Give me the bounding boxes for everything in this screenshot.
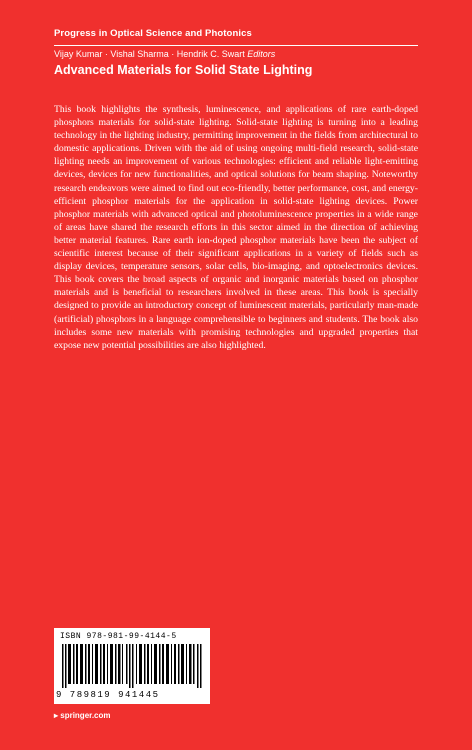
editors-line	[54, 49, 275, 59]
publisher-url: springer.com	[60, 711, 111, 720]
series-title: Progress in Optical Science and Photonics	[54, 28, 252, 39]
editors-names: Vijay Kumar · Vishal Sharma · Hendrik C. Swart	[54, 49, 245, 59]
chevron-right-icon: ▸	[54, 711, 61, 720]
isbn-label: ISBN 978-981-99-4144-5	[60, 632, 177, 641]
book-description: This book highlights the synthesis, luminescence, and applications of rare earth-doped phosphors materials for solid-state lighting. Solid-state lighting is turning into a leading technology in the lighting industry, permitting improvement in the fields from architectural to domestic applications. Driven with the aid of using ongoing multi-field research, solid-state lighting needs an improvement of various technologies: efficient and reliable light-emitting devices, devices for new functionalities, and optical solutions for beam shaping. Noteworthy research endeavors were aimed to find out eco-friendly, better performance, cost, and energy-efficient phosphor materials for the application in solid-state lighting devices. Power phosphor materials with advanced optical and photoluminescence properties in a wide range of areas have shared the research efforts in this sector aimed in the direction of achieving better material features. Rare earth ion-doped phosphor materials have been the subject of scientific interest because of their significant applications in a variety of fields such as display devices, temperature sensors, solar cells, bio-imaging, and optoelectronics devices. This book covers the broad aspects of organic and inorganic materials based on phosphor materials and is beneficial to researchers involved in these areas. This book is specially designed to provide an introductory concept of luminescent materials, particularly man-made (artificial) phosphors in a language comprehensible to beginners and students. The book also includes some new materials with promising technologies and upgraded properties that expose new potential possibilities are also highlighted.	[54, 104, 418, 351]
editors-label: Editors	[247, 49, 276, 59]
barcode-icon	[62, 644, 206, 688]
book-title: Advanced Materials for Solid State Lighting	[54, 63, 313, 77]
publisher-link[interactable]	[54, 711, 111, 720]
header-divider	[54, 45, 418, 46]
barcode-digits: 9 789819 941445	[56, 690, 160, 700]
barcode-panel	[54, 628, 210, 704]
